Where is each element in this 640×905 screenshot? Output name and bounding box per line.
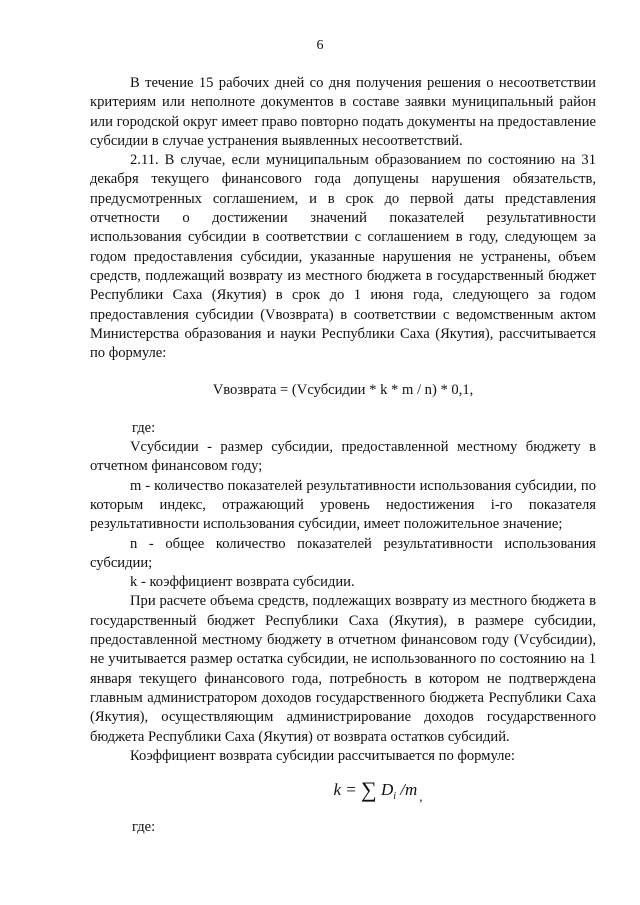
formula-divide: / — [400, 780, 405, 800]
definition-k: k - коэффициент возврата субсидии. — [130, 574, 355, 591]
paragraph-coefficient-intro: Коэффициент возврата субсидии рассчитывается по формуле: — [130, 747, 515, 764]
definition-m: m - количество показателей результативности использования субсидии, по которым индекс, отражающий уровень недостижения i-го показателя результативности использования субсидии, имеет положительное значение; — [90, 477, 596, 533]
where-label-2: где: — [132, 819, 156, 836]
document-body — [90, 74, 596, 838]
formula-d: D — [380, 780, 394, 800]
paragraph-2-11: 2.11. В случае, если муниципальным образованием по состоянию на 31 декабря текущего финансового года допущены нарушения обязательств, предусмотренных соглашением, и в срок до первой даты представления отчетности о достижении значений показателей результативности использования субсидии в соответствии с соглашением в году, следующем за годом предоставления субсидии, указанные нарушения не устранены, объем средств, подлежащий возврату из местного бюджета в государственный бюджет Республики Саха (Якутия) в срок до 1 июня года, следующего за годом предоставления субсидии (Vвозврата) в соответствии с ведомственным актом Министерства образования и науки Республики Саха (Якутия), рассчитывается по формуле: — [90, 152, 596, 362]
definition-v-subsidy: Vсубсидии - размер субсидии, предоставленной местному бюджету в отчетном финансовом году; — [90, 439, 596, 475]
paragraph-calculation-note: При расчете объема средств, подлежащих возврату из местного бюджета в государственный бюджет Республики Саха (Якутия), в размере субсидии, предоставленной местному бюджету в отчетном финансовом году (Vсубсидии), не учитывается размер остатка субсидии, не использованного по состоянию на 1 января текущего финансового года, потребность в котором не подтверждена главным администратором доходов государственного бюджета Республики Саха (Якутия), осуществляющим администрирование доходов государственного бюджета Республики Саха (Якутия) от возврата остатков субсидий. — [90, 593, 596, 745]
formula-subscript-i: i — [393, 791, 396, 803]
formula-coefficient-k — [160, 777, 596, 806]
formula-k: k — [333, 780, 342, 800]
formula-m: m — [404, 780, 418, 800]
paragraph-resubmission: В течение 15 рабочих дней со дня получения решения о несоответствии критериям или неполноте документов в составе заявки муниципальный район или городской округ имеет право повторно подать документы на предоставление субсидии в случае устранения выявленных несоответствий. — [90, 75, 596, 149]
sigma-symbol: ∑ — [361, 777, 377, 803]
where-label: где: — [132, 419, 156, 436]
formula-equals: = — [345, 780, 357, 800]
page-number: 6 — [316, 38, 324, 53]
formula-comma: , — [419, 789, 423, 805]
formula-refund-volume: Vвозврата = (Vсубсидии * k * m / n) * 0,1, — [212, 382, 474, 399]
definition-n: n - общее количество показателей результативности использования субсидии; — [90, 535, 596, 571]
